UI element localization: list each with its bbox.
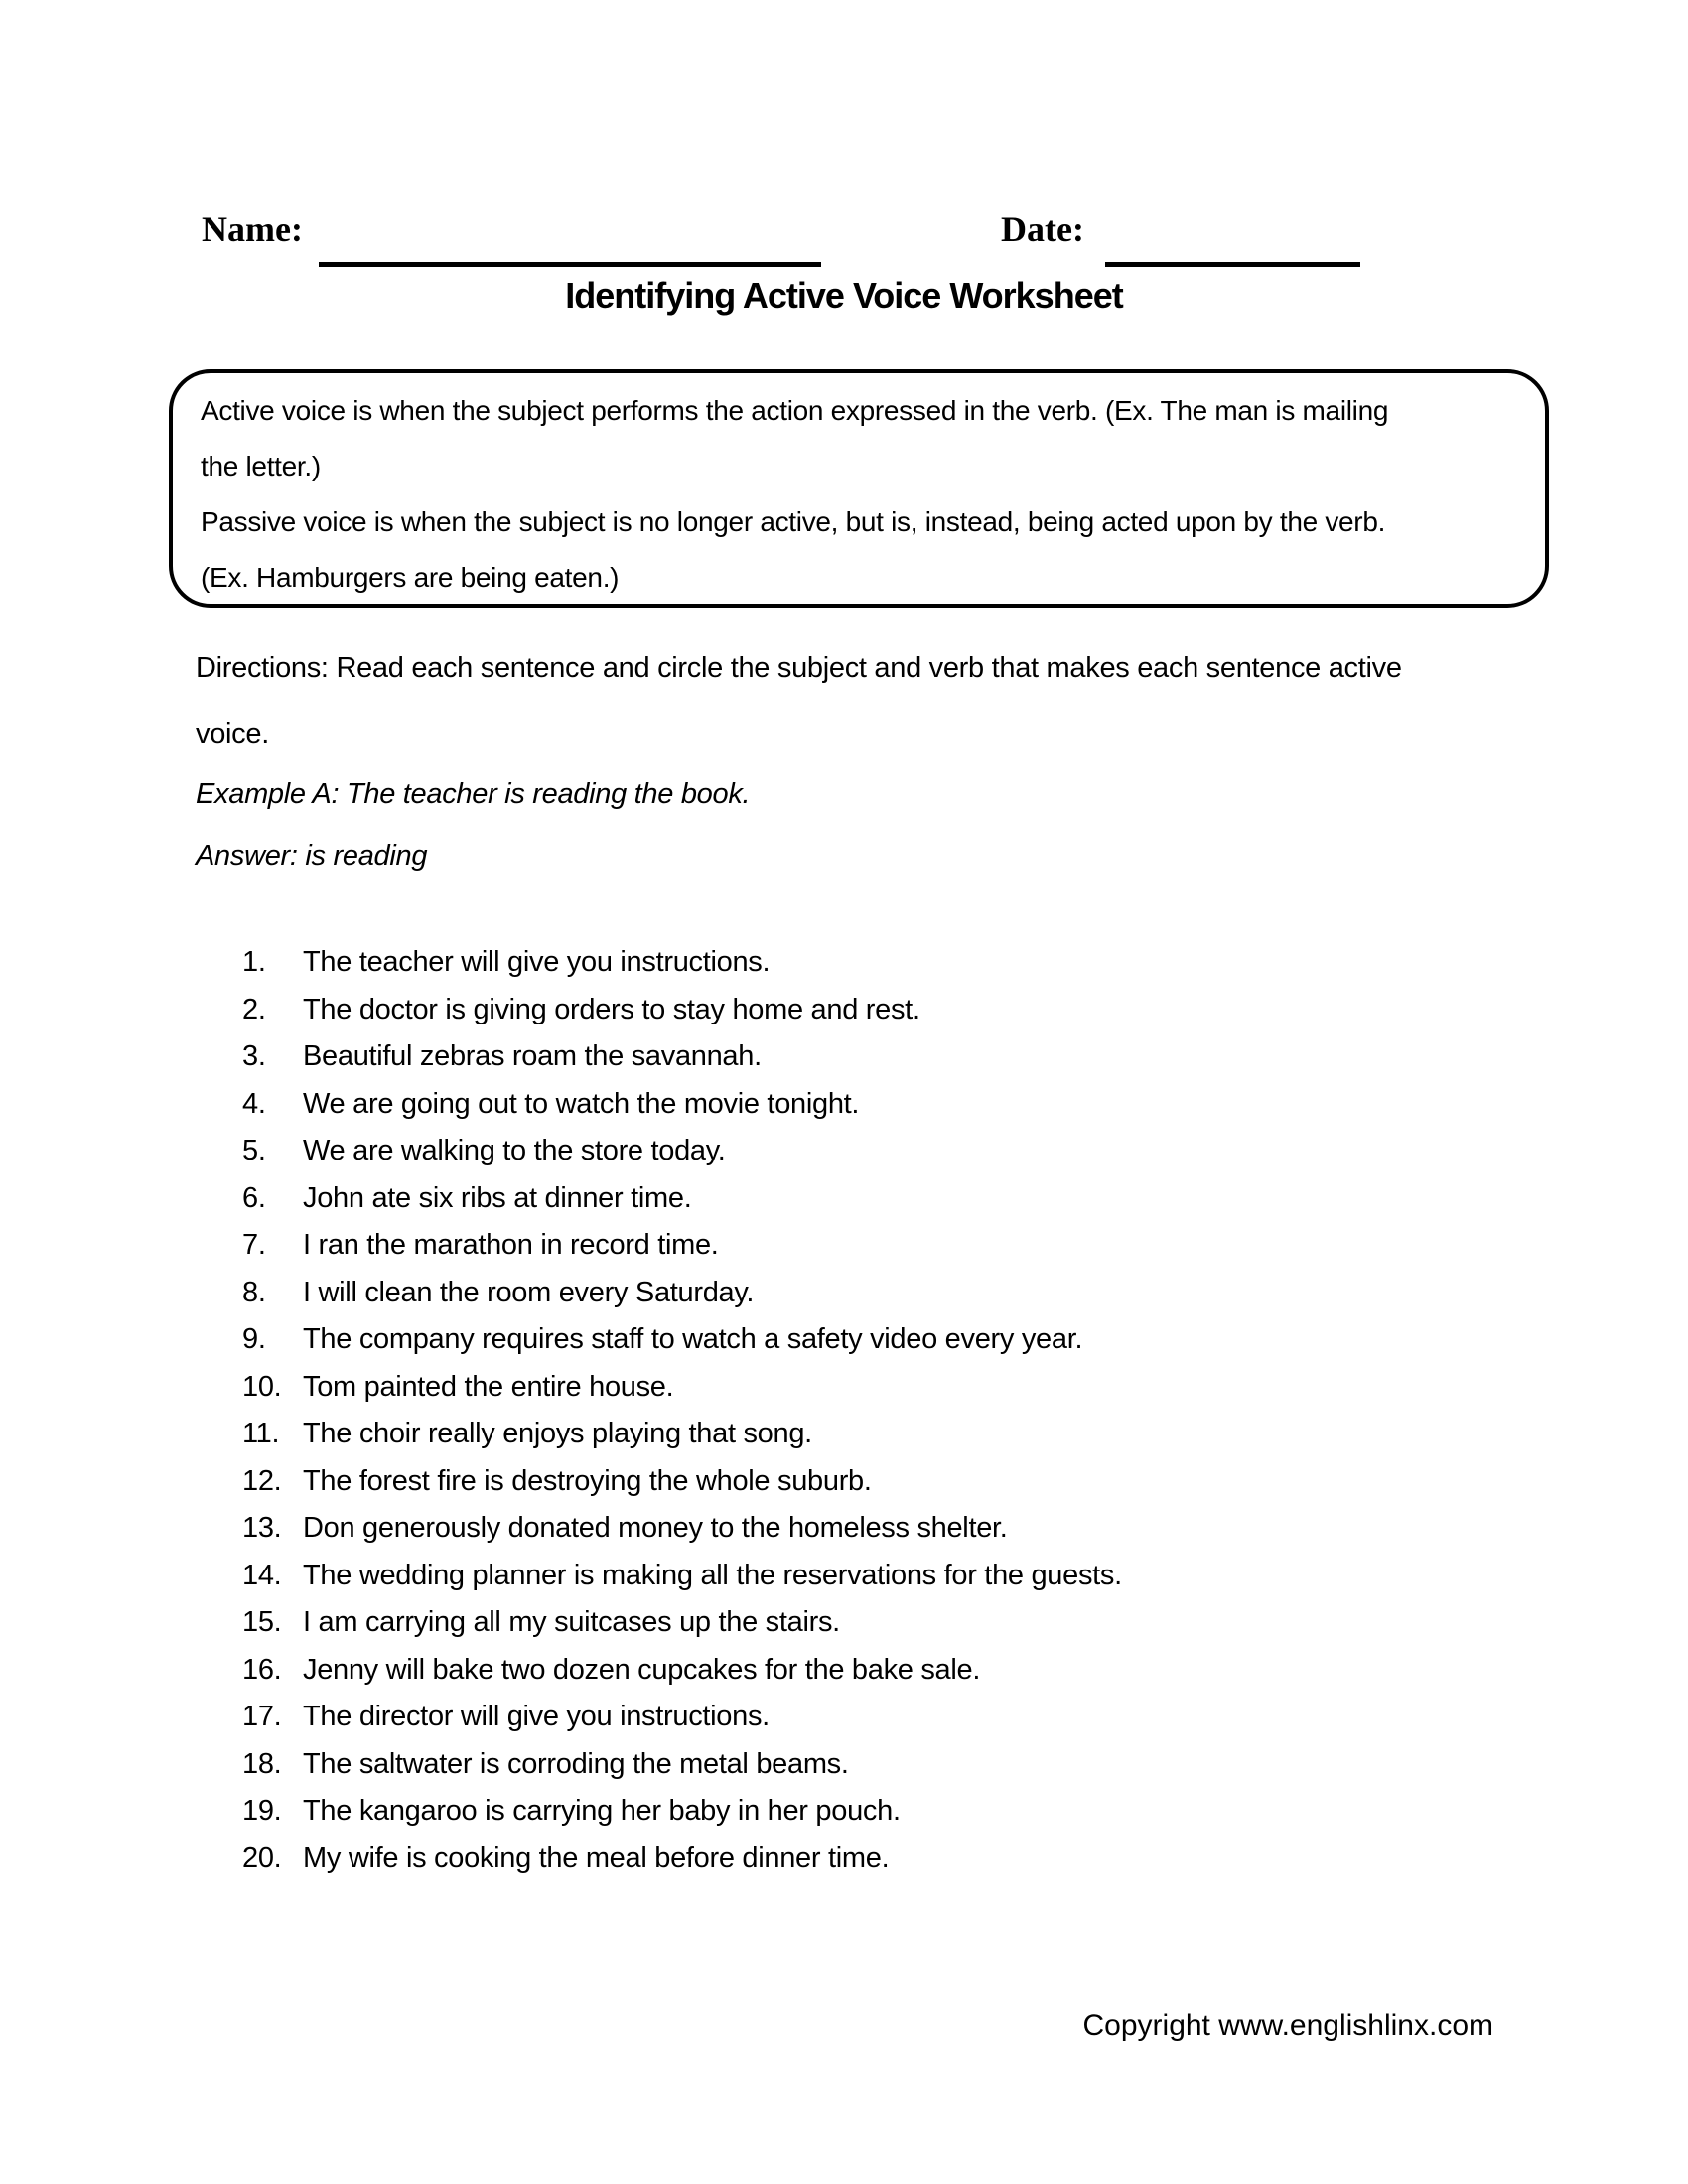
example-answer: Answer: is reading [196, 840, 428, 872]
sentence-item: The director will give you instructions. [303, 1701, 770, 1732]
definition-line: the letter.) [201, 451, 321, 481]
sentence-item: The choir really enjoys playing that song. [303, 1418, 812, 1449]
sentence-item: The doctor is giving orders to stay home and rest. [303, 993, 920, 1025]
page-title: Identifying Active Voice Worksheet [565, 275, 1123, 316]
directions-text [196, 635, 1402, 766]
copyright-text: Copyright www.englishlinx.com [1082, 2009, 1493, 2042]
date-input-line[interactable] [1105, 262, 1360, 267]
name-label: Name: [202, 209, 303, 249]
sentence-item: My wife is cooking the meal before dinner time. [303, 1842, 890, 1874]
date-label: Date: [1001, 209, 1084, 249]
sentence-item: Tom painted the entire house. [303, 1370, 674, 1403]
sentence-item: The teacher will give you instructions. [303, 946, 771, 978]
sentence-item: We are going out to watch the movie tonight. [303, 1087, 860, 1120]
sentence-item: The kangaroo is carrying her baby in her pouch. [303, 1795, 901, 1827]
sentence-item: The forest fire is destroying the whole suburb. [303, 1464, 872, 1497]
sentence-item: Beautiful zebras roam the savannah. [303, 1040, 762, 1072]
definition-box [169, 369, 1549, 608]
sentence-item: The saltwater is corroding the metal beams. [303, 1747, 849, 1780]
sentence-item: The wedding planner is making all the reservations for the guests. [303, 1559, 1122, 1591]
sentence-item: I am carrying all my suitcases up the stairs. [303, 1606, 840, 1638]
sentence-item: I ran the marathon in record time. [303, 1229, 719, 1261]
definition-line: Active voice is when the subject performs the action expressed in the verb. (Ex. The man is mailing [201, 395, 1389, 426]
sentence-item: Don generously donated money to the homeless shelter. [303, 1512, 1008, 1544]
sentence-item: John ate six ribs at dinner time. [303, 1181, 692, 1214]
sentence-item: We are walking to the store today. [303, 1135, 726, 1166]
sentence-item: I will clean the room every Saturday. [303, 1276, 755, 1308]
name-input-line[interactable] [319, 262, 821, 267]
sentence-list [0, 939, 1688, 1882]
definition-line: Passive voice is when the subject is no longer active, but is, instead, being acted upon by the verb. [201, 506, 1386, 537]
directions-line: Directions: Read each sentence and circle the subject and verb that makes each sentence active [196, 652, 1402, 684]
example-prompt: Example A: The teacher is reading the book. [196, 778, 751, 810]
sentence-item: Jenny will bake two dozen cupcakes for the bake sale. [303, 1653, 981, 1686]
definition-line: (Ex. Hamburgers are being eaten.) [201, 562, 620, 593]
sentence-item: The company requires staff to watch a safety video every year. [303, 1323, 1083, 1355]
directions-line: voice. [196, 718, 269, 750]
